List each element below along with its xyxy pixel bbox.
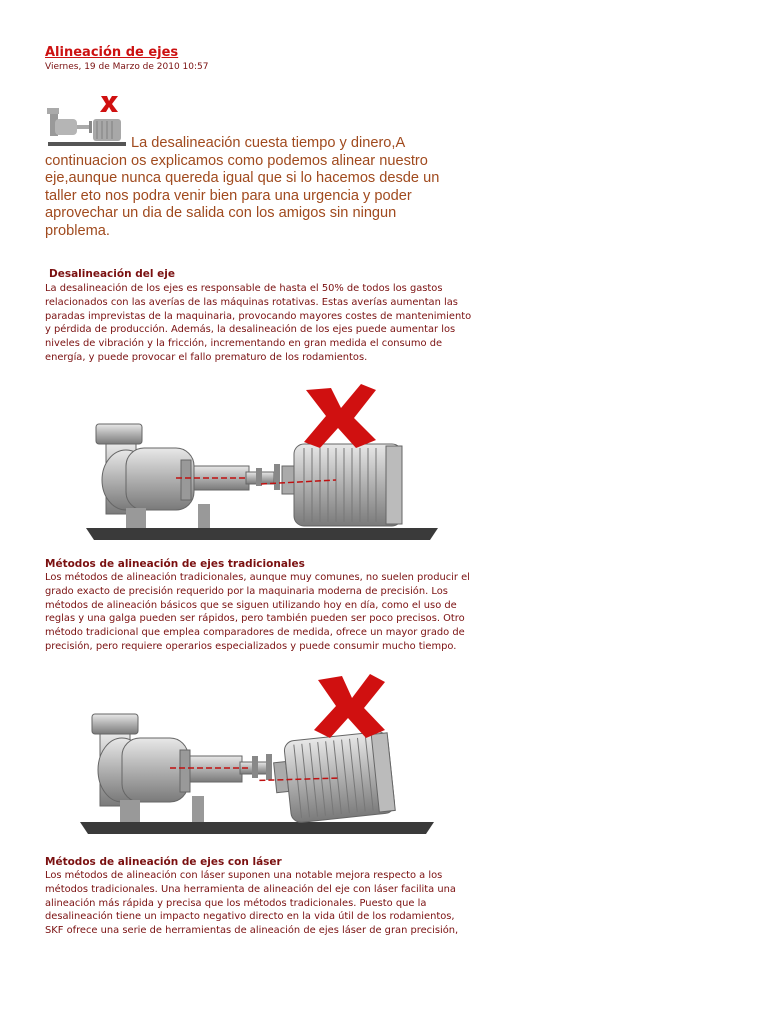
section-heading-laser: Métodos de alineación de ejes con láser <box>45 856 282 868</box>
text-line: SKF ofrece una serie de herramientas de alineación de ejes láser de gran precisión, <box>45 925 459 937</box>
section-heading-tradicionales: Métodos de alineación de ejes tradicionales <box>45 558 305 570</box>
text-line: métodos de alineación básicos que se siguen utilizando hoy en día, como el uso de <box>45 599 457 611</box>
text-line: reglas y una galga pueden ser rápidos, pero también pueden ser poco precisos. Otro <box>45 613 465 625</box>
text-line: energía, y puede provocar el fallo prematuro de los rodamientos. <box>45 351 368 363</box>
red-cross-icon <box>100 96 118 112</box>
text-line: relacionados con las averías de las máquinas rotativas. Estas averías aumentan las <box>45 296 458 308</box>
article-title[interactable]: Alineación de ejes <box>45 45 179 60</box>
text-line: y pérdida de producción. Además, la desalineación de los ejes puede aumentar los <box>45 324 456 336</box>
text-line: desalineación tiene un impacto negativo directo en la vida útil de los rodamientos, <box>45 911 455 923</box>
text-line: Los métodos de alineación tradicionales, aunque muy comunes, no suelen producir el <box>45 572 470 583</box>
text-line: grado exacto de precisión requerido por la maquinaria moderna de precisión. Los <box>45 585 448 597</box>
article-date: Viernes, 19 de Marzo de 2010 10:57 <box>45 62 209 72</box>
section-body-desalineacion <box>45 282 475 365</box>
red-cross-icon <box>314 674 385 738</box>
section-heading-desalineacion: Desalineación del eje <box>49 268 175 280</box>
text-line: Los métodos de alineación con láser suponen una notable mejora respecto a los <box>45 870 443 881</box>
text-line: niveles de vibración y la fricción, incrementando en gran medida el consumo de <box>45 338 443 350</box>
section-body-tradicionales <box>45 571 475 654</box>
misaligned-pump-figure-1 <box>86 380 442 545</box>
text-line: La desalineación de los ejes es responsable de hasta el 50% de todos los gastos <box>45 283 443 294</box>
text-line: precisión, pero requiere operarios especializados y puede consumir mucho tiempo. <box>45 640 457 652</box>
misaligned-pump-figure-2 <box>80 672 438 840</box>
text-line: paradas imprevistas de la maquinaria, provocando mayores costes de mantenimiento <box>45 310 472 322</box>
text-line: alineación más rápida y precisa que los métodos tradicionales. Puesto que la <box>45 897 427 909</box>
text-line: método tradicional que emplea comparadores de medida, ofrece un mayor grado de <box>45 627 465 639</box>
section-body-laser <box>45 869 475 938</box>
intro-paragraph: La desalineación cuesta tiempo y dinero,A continuacion os explicamos como podemos alinear nuestro eje,aunque nunca quereda igual que si lo hacemos desde un taller eto nos podra venir bien para una urgencia y poder aprovechar un dia de salida con los amigos sin ningun problema. <box>45 135 440 239</box>
text-line: métodos tradicionales. Una herramienta de alineación del eje con láser facilita una <box>45 883 456 895</box>
red-cross-icon <box>304 384 376 448</box>
